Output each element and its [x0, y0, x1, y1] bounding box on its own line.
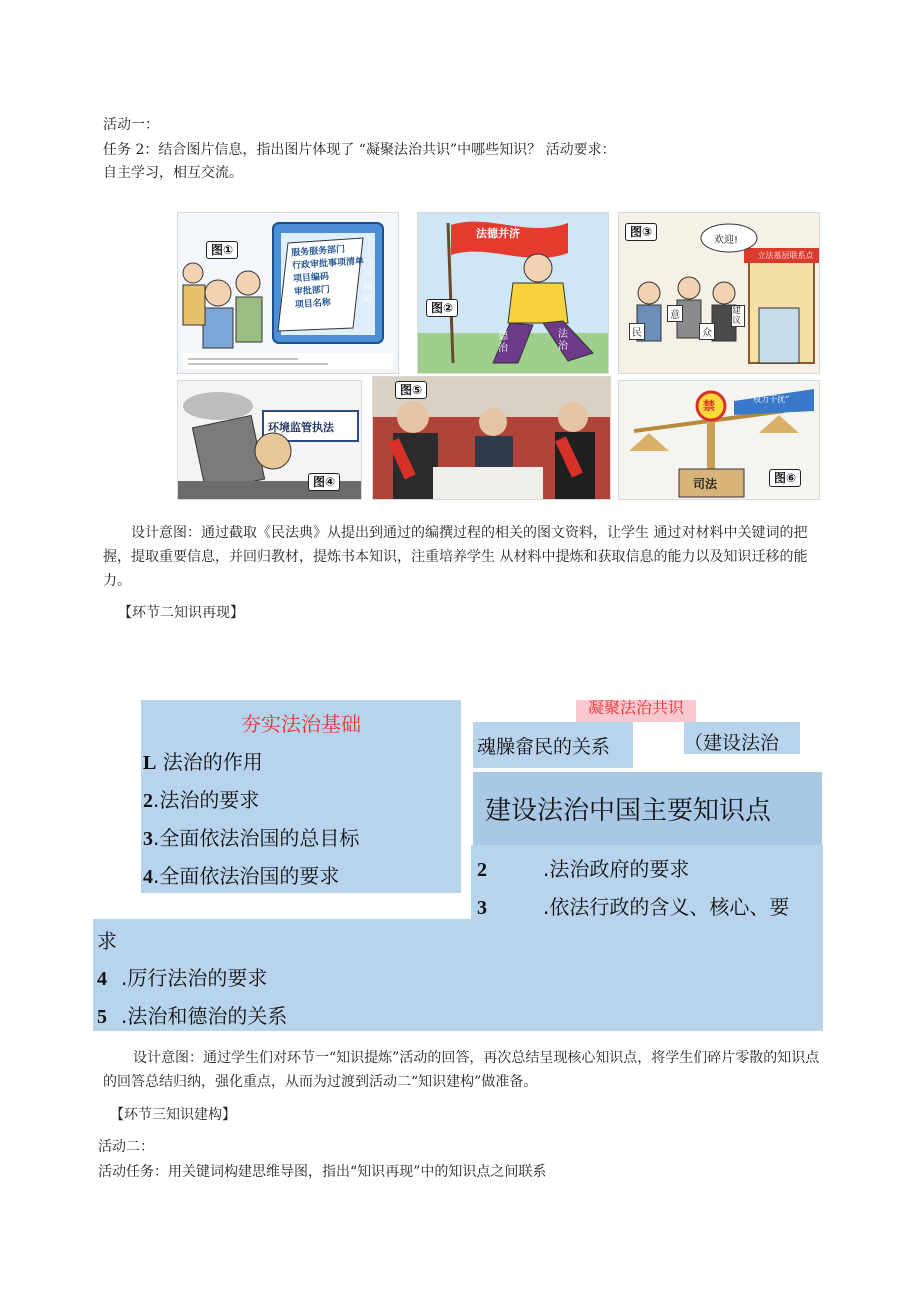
right-top-text2: （建设法治	[684, 732, 780, 754]
right-main-title-box	[473, 772, 822, 845]
right-items-box	[471, 845, 823, 919]
activity1-heading: 活动一：	[103, 117, 159, 133]
right-item-num: 2	[477, 859, 487, 881]
figure-panel-5	[372, 376, 611, 500]
panel-5-label: 图⑤	[395, 381, 427, 399]
left-item	[143, 858, 359, 896]
right-item-text: .法治政府的要求	[543, 857, 690, 881]
left-item	[143, 820, 359, 858]
panel-6-stop-sign: 禁	[703, 399, 716, 413]
panel-6-label: 图⑥	[769, 469, 801, 487]
bottom-item	[97, 998, 287, 1036]
panel-1-document	[291, 243, 367, 313]
left-item-text: 法治的作用	[162, 750, 263, 774]
activity2-heading: 活动二：	[98, 1139, 154, 1155]
panel-3-label: 图③	[625, 223, 657, 241]
panel-1-doc-line: 行政审批事项清单	[291, 256, 365, 272]
right-item	[477, 851, 789, 889]
panel-3-person-3: 众	[699, 323, 715, 340]
left-item-text: .法治的要求	[153, 788, 260, 812]
panel-6-base: 司法	[693, 477, 718, 491]
left-item-text: .全面依法治国的总目标	[153, 826, 360, 850]
panel-2-flag-text: 法德并济	[476, 227, 520, 240]
panel-2-left-leg: 德治	[498, 331, 508, 354]
left-item	[143, 782, 359, 820]
figure-panel-1	[177, 212, 399, 374]
left-item-num: 2	[143, 790, 153, 812]
panel-1-doc-line: 服务服务部门	[290, 244, 346, 259]
right-item-num: 3	[477, 897, 487, 919]
panel-1-doc-line: 项目编码	[292, 272, 330, 285]
design-intent-1: 设计意图：通过截取《民法典》从提出到通过的编撰过程的相关的图文资料，让学生 通过对材料中关键词的把握，提取重要信息，并回归教材，提炼书本知识，注重培养学生 从材料中提炼和获取信息的能力以及知识迁移的能力。	[103, 525, 808, 589]
panel-6-ribbon: “权力干扰”	[749, 395, 790, 404]
bottom-item-text: .厉行法治的要求	[121, 966, 268, 990]
panel-2-label: 图②	[426, 299, 458, 317]
right-top-text: 魂臊畲民的关系	[477, 736, 611, 758]
left-item-text: .全面依法治国的要求	[153, 864, 340, 888]
panel-1-doc-line: 项目名称	[294, 297, 332, 311]
right-items-list	[477, 851, 789, 927]
bottom-item-text: .法治和德治的关系	[121, 1004, 288, 1028]
figure-panel-6	[618, 380, 820, 500]
comic-figure	[175, 210, 820, 500]
bottom-items-list	[97, 923, 287, 1036]
left-item-num: L	[143, 752, 157, 774]
right-top-text-box	[473, 722, 633, 768]
left-item	[143, 744, 359, 782]
left-knowledge-box	[141, 700, 461, 893]
panel-2-right-leg: 法治	[558, 329, 568, 352]
panel-3-person-1: 民	[629, 323, 645, 340]
design-intent-2: 设计意图：通过学生们对环节一“知识提炼”活动的回答，再次总结呈现核心知识点，将学生们碎片零散的知识点的回答总结归纳，强化重点，从而为过渡到活动二“知识建构”做准备。	[103, 1050, 820, 1090]
panel-3-sign: 立法基层联系点	[757, 251, 814, 260]
right-top-title-box	[576, 700, 696, 722]
figure-panel-4	[177, 380, 362, 500]
figure-panel-2	[417, 212, 609, 374]
section-2-title: 【环节二知识再现】	[118, 605, 244, 621]
bottom-item-num: 5	[97, 1006, 107, 1028]
right-top-text2-box	[684, 722, 800, 754]
activity1-task: 任务 2：结合图片信息，指出图片体现了 “凝聚法治共识”中哪些知识？ 活动要求：	[103, 142, 616, 158]
panel-1-portal-label: 门户网站	[363, 261, 373, 304]
figure-panel-3	[618, 212, 820, 374]
panel-3-bubble: 欢迎!	[714, 235, 739, 246]
left-item-num: 4	[143, 866, 153, 888]
right-main-title: 建设法治中国主要知识点	[485, 796, 772, 826]
panel-3-person-4: 建议	[731, 305, 745, 327]
right-top-title: 凝聚法治共识	[587, 700, 684, 717]
panel-1-doc-line: 审批部门	[293, 284, 331, 298]
left-item-num: 3	[143, 828, 153, 850]
activity2-task: 活动任务：用关键词构建思维导图，指出“知识再现”中的知识点之间联系	[98, 1164, 547, 1180]
bottom-item	[97, 960, 287, 998]
activity1-requirement: 自主学习，相互交流。	[103, 165, 243, 181]
panel-3-person-2: 意	[667, 305, 683, 322]
right-item-text: .依法行政的含义、核心、要	[543, 895, 790, 919]
panel-4-sign: 环境监管执法	[268, 421, 334, 434]
left-box-list	[143, 744, 359, 896]
section-3-title: 【环节三知识建构】	[110, 1107, 236, 1123]
bottom-knowledge-box	[93, 919, 823, 1031]
wrap-text: 求	[97, 929, 117, 953]
bottom-item-num: 4	[97, 968, 107, 990]
panel-4-label: 图④	[308, 473, 340, 491]
left-box-title: 夯实法治基础	[241, 712, 361, 736]
panel-1-label: 图①	[206, 241, 238, 259]
